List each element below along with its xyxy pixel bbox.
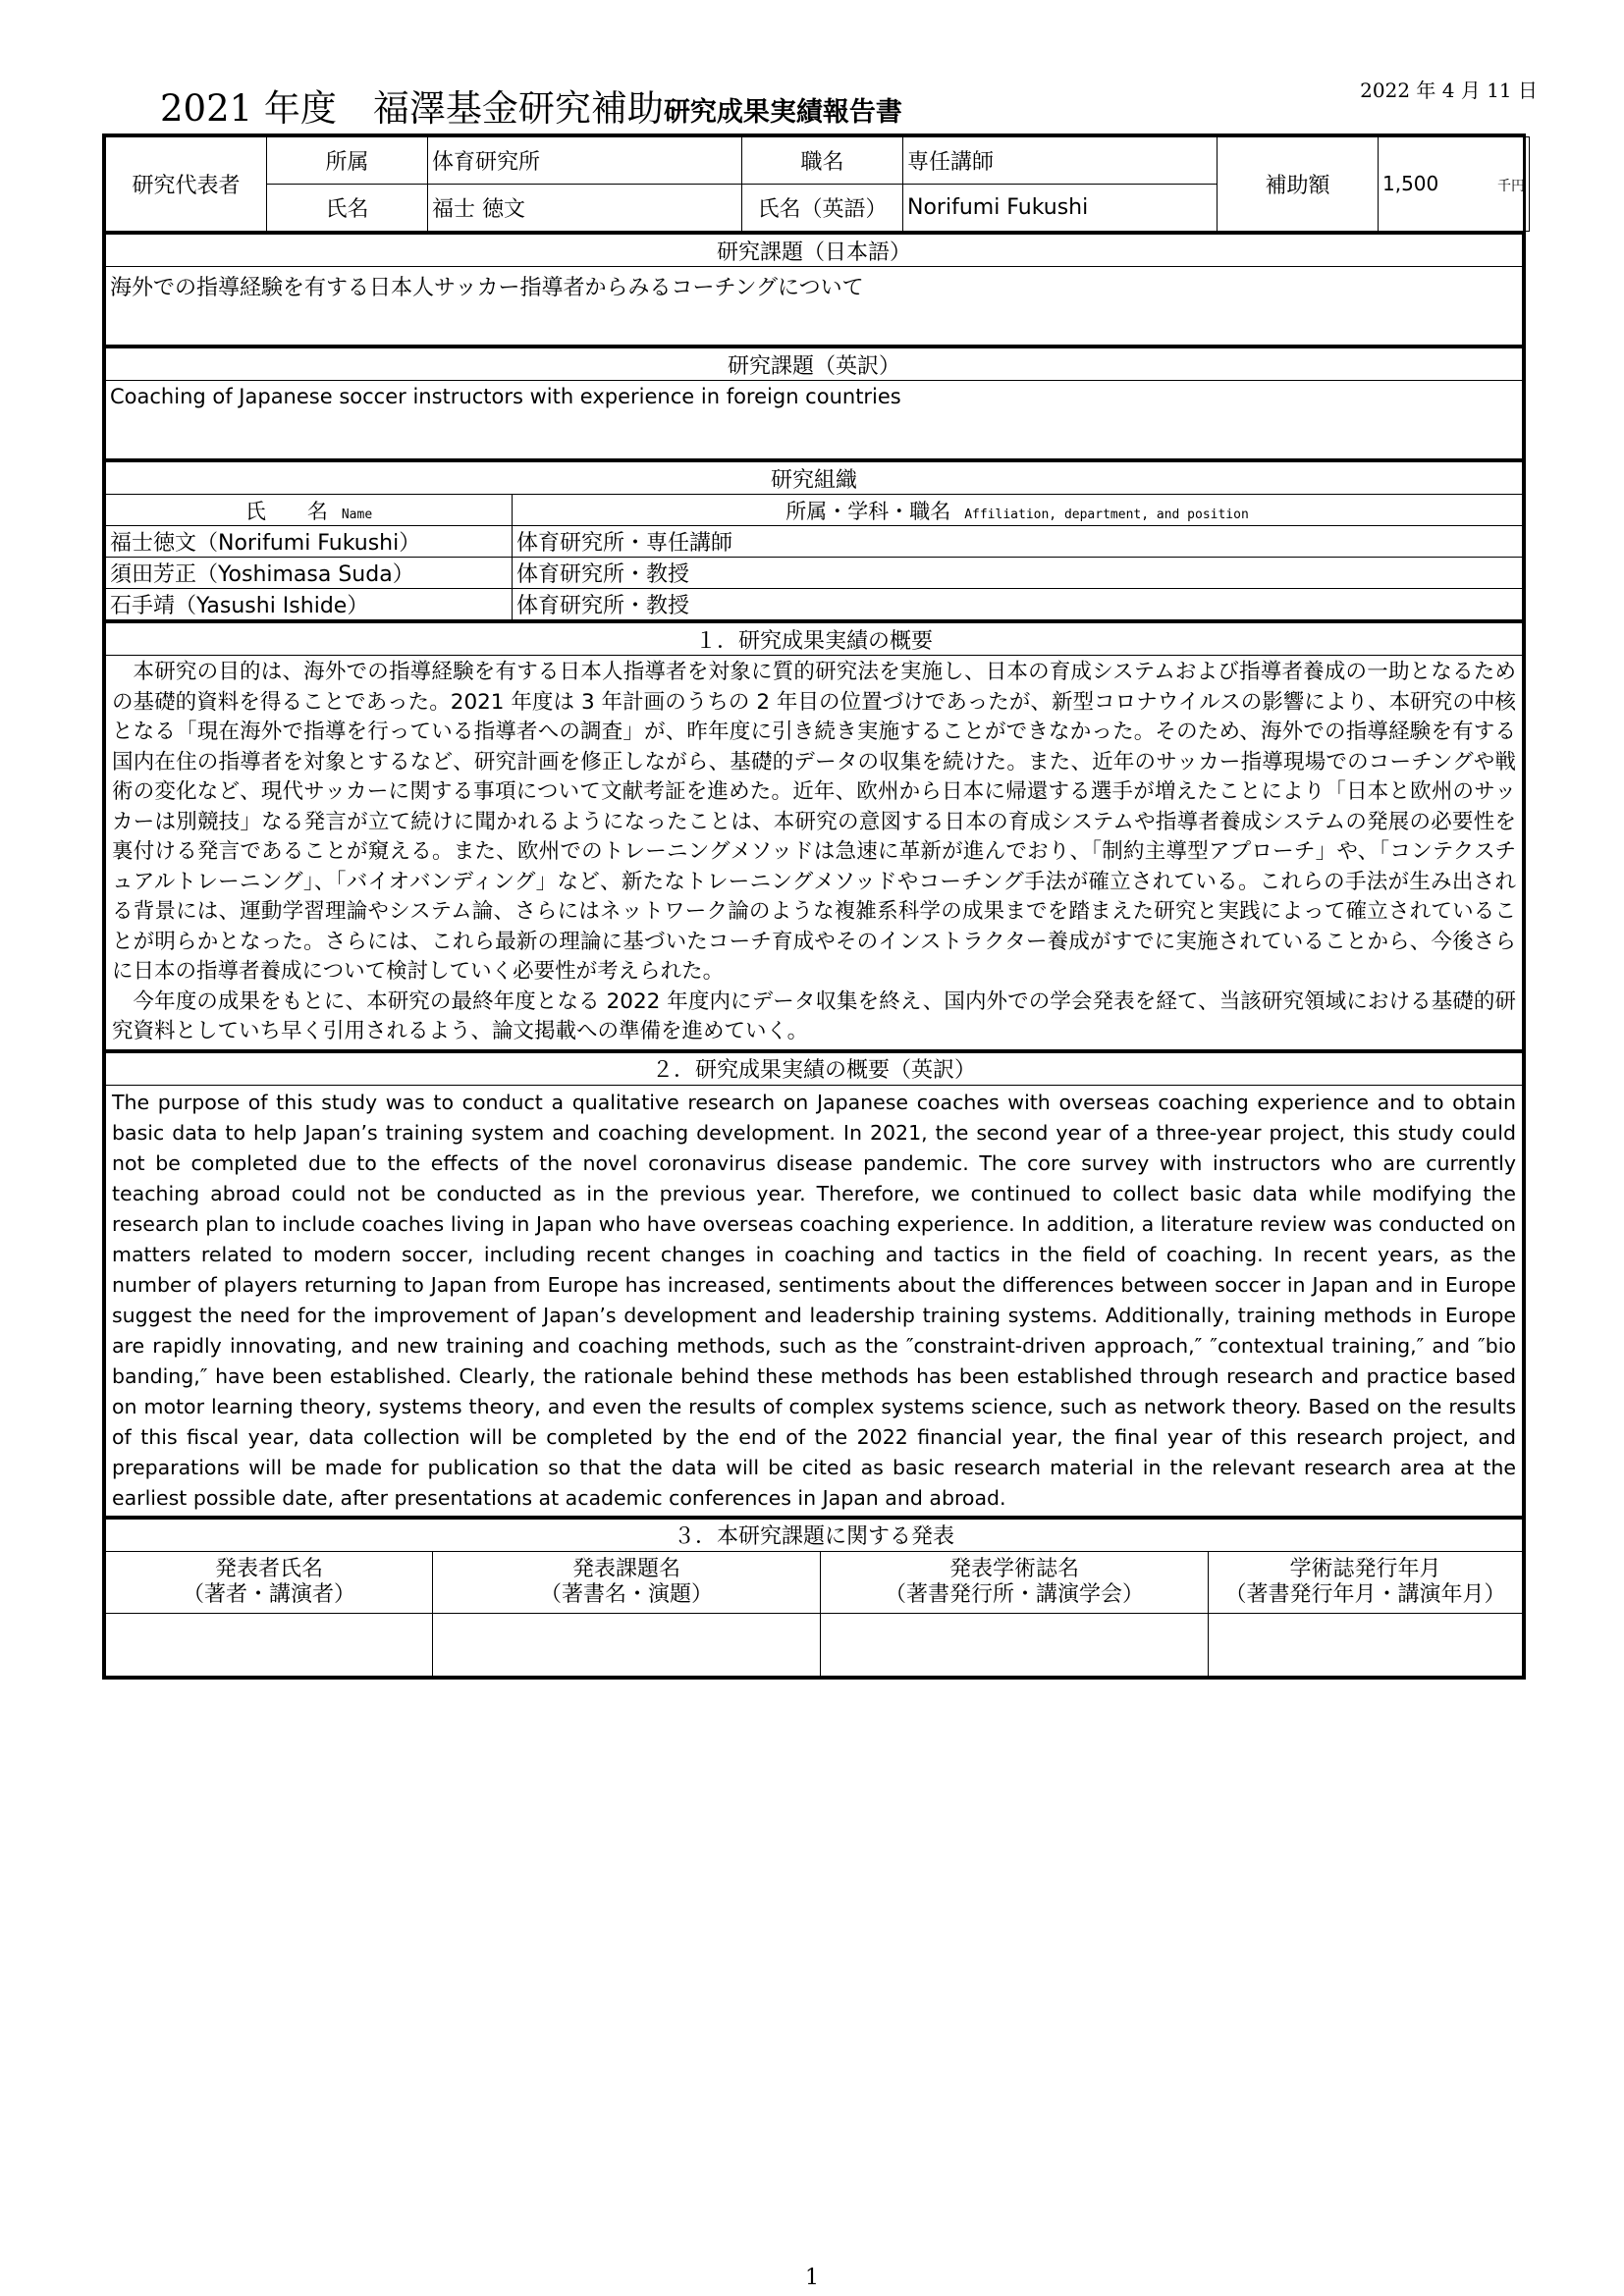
org-col-aff-en: Affiliation, department, and position: [964, 507, 1249, 522]
summary-jp-body: [106, 656, 1523, 1050]
organization-table: [105, 459, 1523, 620]
org-col-name: [106, 495, 513, 526]
pub-cell-presenter: [106, 1613, 433, 1676]
pub-col-title-a: 発表課題名: [571, 1556, 680, 1581]
member-name: 石手靖（Yasushi Ishide）: [106, 589, 513, 620]
pub-col-title-b: （著書名・演題）: [539, 1581, 713, 1607]
pub-col-title: [433, 1551, 821, 1613]
pub-col-presenter-b: （著者・講演者）: [182, 1581, 355, 1607]
org-col-name-jp: 氏 名: [244, 499, 328, 523]
publication-empty-row: [106, 1613, 1523, 1676]
pub-col-date-b: （著書発行年月・講演年月）: [1224, 1581, 1506, 1607]
topic-en-table: [105, 346, 1523, 459]
topic-jp-text: 海外での指導経験を有する日本人サッカー指導者からみるコーチングについて: [106, 267, 1523, 346]
pub-col-journal-a: 発表学術誌名: [948, 1556, 1079, 1581]
title-sub: 研究成果実績報告書: [663, 97, 902, 128]
pub-col-date-a: 学術誌発行年月: [1289, 1556, 1441, 1581]
member-affiliation: 体育研究所・専任講師: [513, 526, 1523, 558]
name-value: 福士 徳文: [428, 185, 742, 232]
publications-table: [105, 1517, 1523, 1677]
pub-col-journal-b: （著書発行所・講演学会）: [884, 1581, 1144, 1607]
topic-jp-heading: 研究課題（日本語）: [106, 234, 1523, 267]
pub-cell-journal: [821, 1613, 1209, 1676]
pub-col-journal: [821, 1551, 1209, 1613]
name-label: 氏名: [267, 185, 428, 232]
summary-jp-paragraph-2: 今年度の成果をもとに、本研究の最終年度となる 2022 年度内にデータ収集を終え、国内外での学会発表を経て、当該研究領域における基礎的研究資料としていち早く引用されるよう、論文掲載への準備を進めていく。: [112, 988, 1516, 1043]
report-date: 2022 年 4 月 11 日: [1360, 79, 1538, 102]
summary-jp-table: [105, 620, 1523, 1050]
grant-unit: 千円: [1497, 179, 1525, 194]
pub-col-presenter-a: 発表者氏名: [214, 1556, 323, 1581]
representative-table: [105, 136, 1530, 232]
summary-jp-paragraph-1: 本研究の目的は、海外での指導経験を有する日本人指導者を対象に質的研究法を実施し、日本の育成システムおよび指導者養成の一助となるための基礎的資料を得ることであった。2021 年度は 3 年計画のうちの 2 年目の位置づけであったが、新型コロナウイルスの影響により、本研究の中核となる「現在海外で指導を行っている指導者への調査」が、昨年度に引き続き実施することができなかった。そのため、海外での指導経験を有する国内在住の指導者を対象とするなど、研究計画を修正しながら、基礎的データの収集を続けた。また、近年のサッカー指導現場でのコーチングや戦術の変化など、現代サッカーに関する事項について文献考証を進めた。近年、欧州から日本に帰還する選手が増えたことにより「日本と欧州のサッカーは別競技」なる発言が立て続けに聞かれるようになったことは、本研究の意図する日本の育成システムや指導者養成システムの発展の必要性を裏付ける発言であることが窺える。また、欧州でのトレーニングメソッドは急速に革新が進んでおり、「制約主導型アプローチ」や、「コンテクスチュアルトレーニング」、「バイオバンディング」など、新たなトレーニングメソッドやコーチング手法が確立されている。これらの手法が生み出される背景には、運動学習理論やシステム論、さらにはネットワーク論のような複雑系科学の成果までを踏まえた研究と実践によって確立されていることが明らかとなった。さらには、これら最新の理論に基づいたコーチ育成やそのインストラクター養成がすでに実施されていることから、今後さらに日本の指導者養成について検討していく必要性が考えられた。: [112, 660, 1516, 984]
member-affiliation: 体育研究所・教授: [513, 558, 1523, 589]
pub-col-presenter: [106, 1551, 433, 1613]
member-row: [106, 589, 1523, 620]
topic-en-text: Coaching of Japanese soccer instructors with experience in foreign countries: [106, 381, 1523, 459]
pub-cell-title: [433, 1613, 821, 1676]
pub-cell-date: [1209, 1613, 1523, 1676]
pub-col-date: [1209, 1551, 1523, 1613]
grant-label: 補助額: [1218, 137, 1379, 232]
member-row: [106, 526, 1523, 558]
org-col-name-en: Name: [341, 507, 373, 522]
topic-jp-table: [105, 232, 1523, 346]
member-row: [106, 558, 1523, 589]
affiliation-value: 体育研究所: [428, 137, 742, 185]
topic-en-heading: 研究課題（英訳）: [106, 347, 1523, 381]
affiliation-label: 所属: [267, 137, 428, 185]
position-value: 専任講師: [903, 137, 1218, 185]
publications-heading: ３．本研究課題に関する発表: [106, 1518, 1523, 1551]
organization-heading: 研究組織: [106, 461, 1523, 495]
org-col-aff: [513, 495, 1523, 526]
summary-en-table: [105, 1050, 1523, 1517]
member-name: 須田芳正（Yoshimasa Suda）: [106, 558, 513, 589]
representative-label: 研究代表者: [106, 137, 267, 232]
page-number: 1: [805, 2266, 819, 2290]
position-label: 職名: [742, 137, 903, 185]
org-col-aff-jp: 所属・学科・職名: [785, 499, 951, 523]
grant-amount: 1,500: [1382, 172, 1439, 195]
member-name: 福士徳文（Norifumi Fukushi）: [106, 526, 513, 558]
name-en-label: 氏名（英語）: [742, 185, 903, 232]
title-main: 2021 年度 福澤基金研究補助: [160, 87, 664, 130]
report-form: [102, 133, 1526, 1680]
member-affiliation: 体育研究所・教授: [513, 589, 1523, 620]
document-title: [160, 79, 902, 132]
name-en-value: Norifumi Fukushi: [903, 185, 1218, 232]
summary-en-body: The purpose of this study was to conduct a qualitative research on Japanese coaches with overseas coaching experience and to obtain basic data to help Japan’s training system and coaching development. In 2021, the second year of a three-year project, this study could not be completed due to the effects of the novel coronavirus disease pandemic. The core survey with instructors who are currently teaching abroad could not be conducted as in the previous year. Therefore, we continued to collect basic data while modifying the research plan to include coaches living in Japan who have overseas coaching experience. In addition, a literature review was conducted on matters related to modern soccer, including recent changes in coaching and tactics in the field of coaching. In recent years, as the number of players returning to Japan from Europe has increased, sentiments about the differences between soccer in Japan and in Europe suggest the need for the improvement of Japan’s development and leadership training systems. Additionally, training methods in Europe are rapidly innovating, and new training and coaching methods, such as the ″constraint-driven approach,″ ″contextual training,″ and ″bio banding,″ have been established. Clearly, the rationale behind these methods has been established through research and practice based on motor learning theory, systems theory, and even the results of complex systems science, such as network theory. Based on the results of this fiscal year, data collection will be completed by the end of the 2022 financial year, the final year of this research project, and preparations will be made for publication so that the data will be cited as basic research material in the relevant research area at the earliest possible date, after presentations at academic conferences in Japan and abroad.: [106, 1085, 1523, 1516]
summary-en-heading: ２．研究成果実績の概要（英訳）: [106, 1051, 1523, 1085]
summary-jp-heading: １．研究成果実績の概要: [106, 622, 1523, 656]
grant-cell: [1379, 137, 1530, 232]
